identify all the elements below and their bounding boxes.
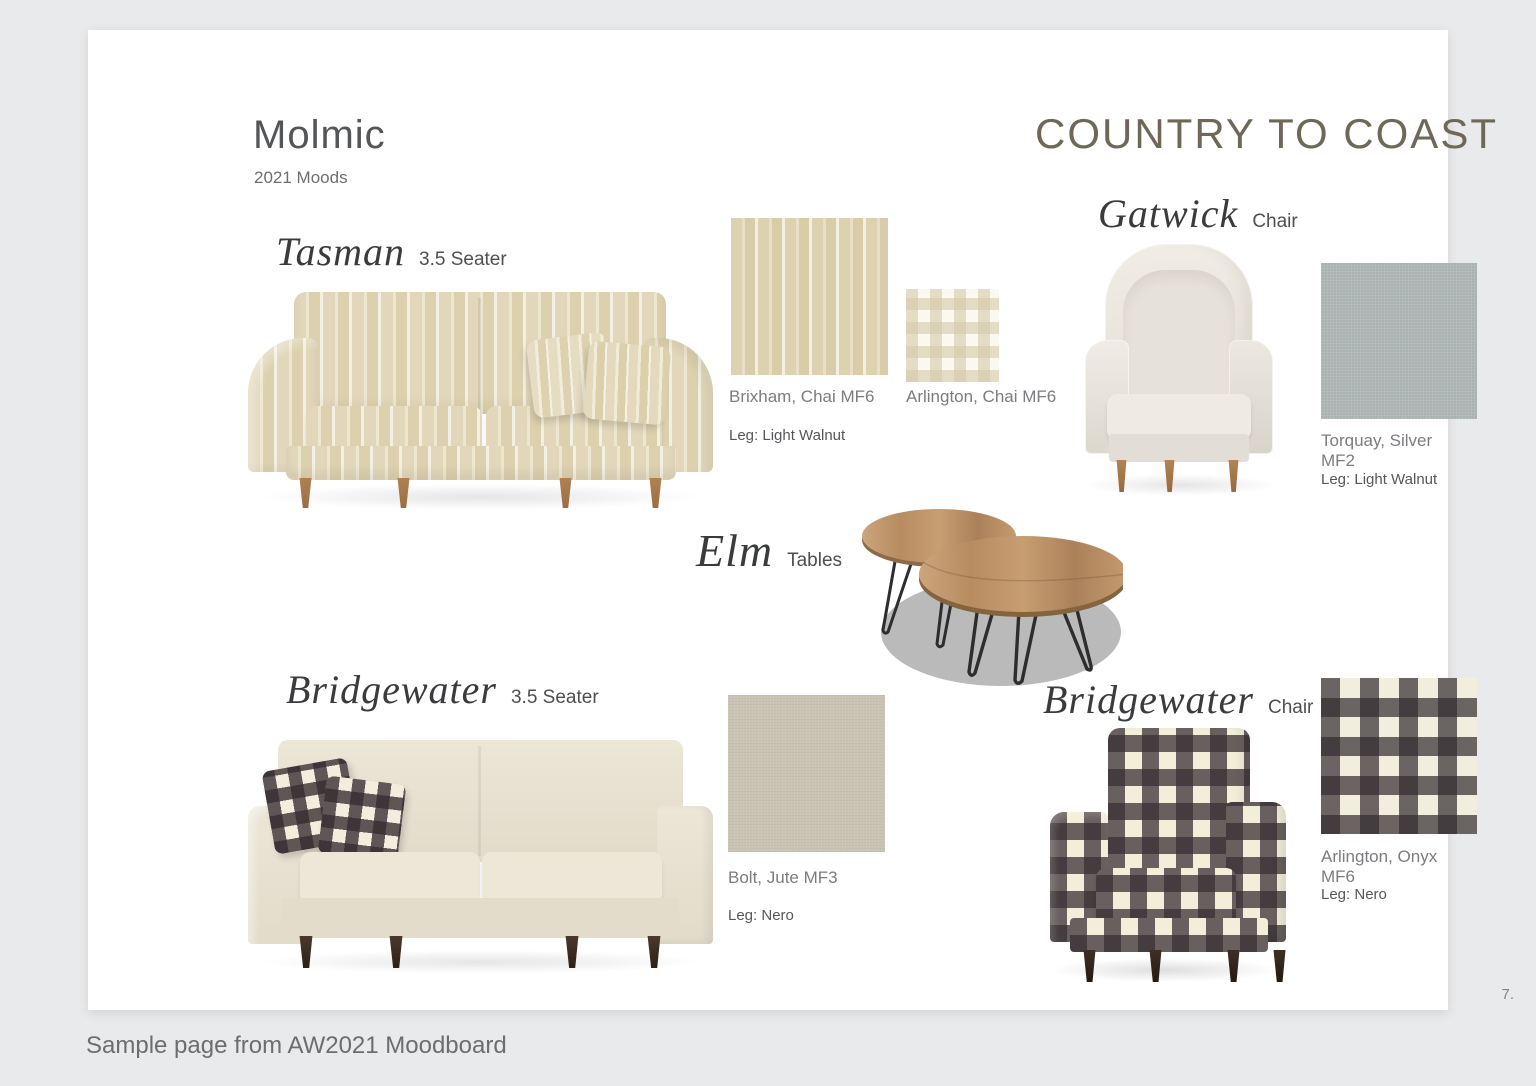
brixham-fabric-swatch bbox=[731, 218, 888, 375]
tasman-sofa-image bbox=[248, 286, 713, 508]
bridgewater-chair-label bbox=[1043, 676, 1313, 723]
elm-label bbox=[696, 524, 842, 577]
sample-page-caption: Sample page from AW2021 Moodboard bbox=[86, 1032, 507, 1059]
gatwick-name: Gatwick bbox=[1098, 191, 1239, 236]
arlington-onyx-fabric-swatch bbox=[1321, 678, 1477, 834]
elm-tables-image bbox=[851, 482, 1123, 690]
bridgewater-sofa-label bbox=[286, 666, 599, 713]
tasman-variant: 3.5 Seater bbox=[419, 249, 507, 270]
gatwick-base bbox=[1109, 434, 1249, 462]
page-number: 7. bbox=[1501, 986, 1514, 1003]
bridgewater-sofa-back-divider bbox=[478, 746, 481, 856]
tasman-throw-pillow bbox=[583, 341, 671, 426]
torquay-swatch-label: Torquay, Silver MF2 bbox=[1321, 431, 1433, 470]
bridgewater-chair-variant: Chair bbox=[1267, 697, 1314, 718]
bridgewater-sofa-image bbox=[248, 730, 713, 974]
collection-title: COUNTRY TO COAST bbox=[1035, 110, 1498, 157]
tasman-back-divider bbox=[478, 298, 481, 410]
tasman-name: Tasman bbox=[276, 229, 406, 274]
arlington-onyx-swatch-label: Arlington, Onyx MF6 bbox=[1321, 847, 1438, 886]
torquay-leg-label: Leg: Light Walnut bbox=[1321, 471, 1438, 488]
bridgewater-sofa-seat-cushion bbox=[482, 852, 662, 904]
bridgewater-chair-name: Bridgewater bbox=[1043, 677, 1254, 722]
bridgewater-sofa-name: Bridgewater bbox=[286, 667, 497, 712]
tasman-shadow bbox=[256, 484, 706, 510]
tasman-label bbox=[276, 228, 507, 275]
brand-subtitle: 2021 Moods bbox=[254, 168, 348, 187]
arlington-chai-fabric-swatch bbox=[906, 289, 999, 382]
tasman-base bbox=[286, 446, 676, 480]
gatwick-variant: Chair bbox=[1252, 211, 1298, 232]
brixham-leg-label: Leg: Light Walnut bbox=[729, 427, 846, 444]
bolt-leg-label: Leg: Nero bbox=[728, 907, 794, 924]
buffalo-check-pillow bbox=[318, 775, 407, 862]
elm-tables-drawing bbox=[851, 482, 1123, 690]
bridgewater-sofa-variant: 3.5 Seater bbox=[510, 687, 599, 708]
bridgewater-sofa-shadow bbox=[258, 950, 704, 974]
big-table-top bbox=[919, 536, 1123, 612]
elm-variant: Tables bbox=[787, 550, 843, 571]
elm-name: Elm bbox=[696, 525, 774, 576]
gatwick-chair-image bbox=[1071, 242, 1289, 500]
bridgewater-sofa-seat-cushion bbox=[300, 852, 480, 904]
torquay-fabric-swatch bbox=[1321, 263, 1477, 419]
bolt-fabric-swatch bbox=[728, 695, 885, 852]
bridgewater-chair-shadow bbox=[1048, 958, 1280, 982]
bolt-swatch-label: Bolt, Jute MF3 bbox=[728, 868, 838, 887]
bridgewater-sofa-base bbox=[282, 898, 679, 938]
bridgewater-chair-image bbox=[1030, 728, 1298, 984]
gatwick-label bbox=[1098, 190, 1298, 237]
arlington-onyx-leg-label: Leg: Nero bbox=[1321, 886, 1387, 903]
brixham-swatch-label: Brixham, Chai MF6 bbox=[729, 387, 875, 406]
moodboard-card bbox=[88, 30, 1514, 1010]
brand-logo: Molmic bbox=[253, 113, 386, 157]
arlington-chai-swatch-label: Arlington, Chai MF6 bbox=[906, 387, 1057, 406]
bridgewater-chair-base bbox=[1070, 918, 1268, 952]
